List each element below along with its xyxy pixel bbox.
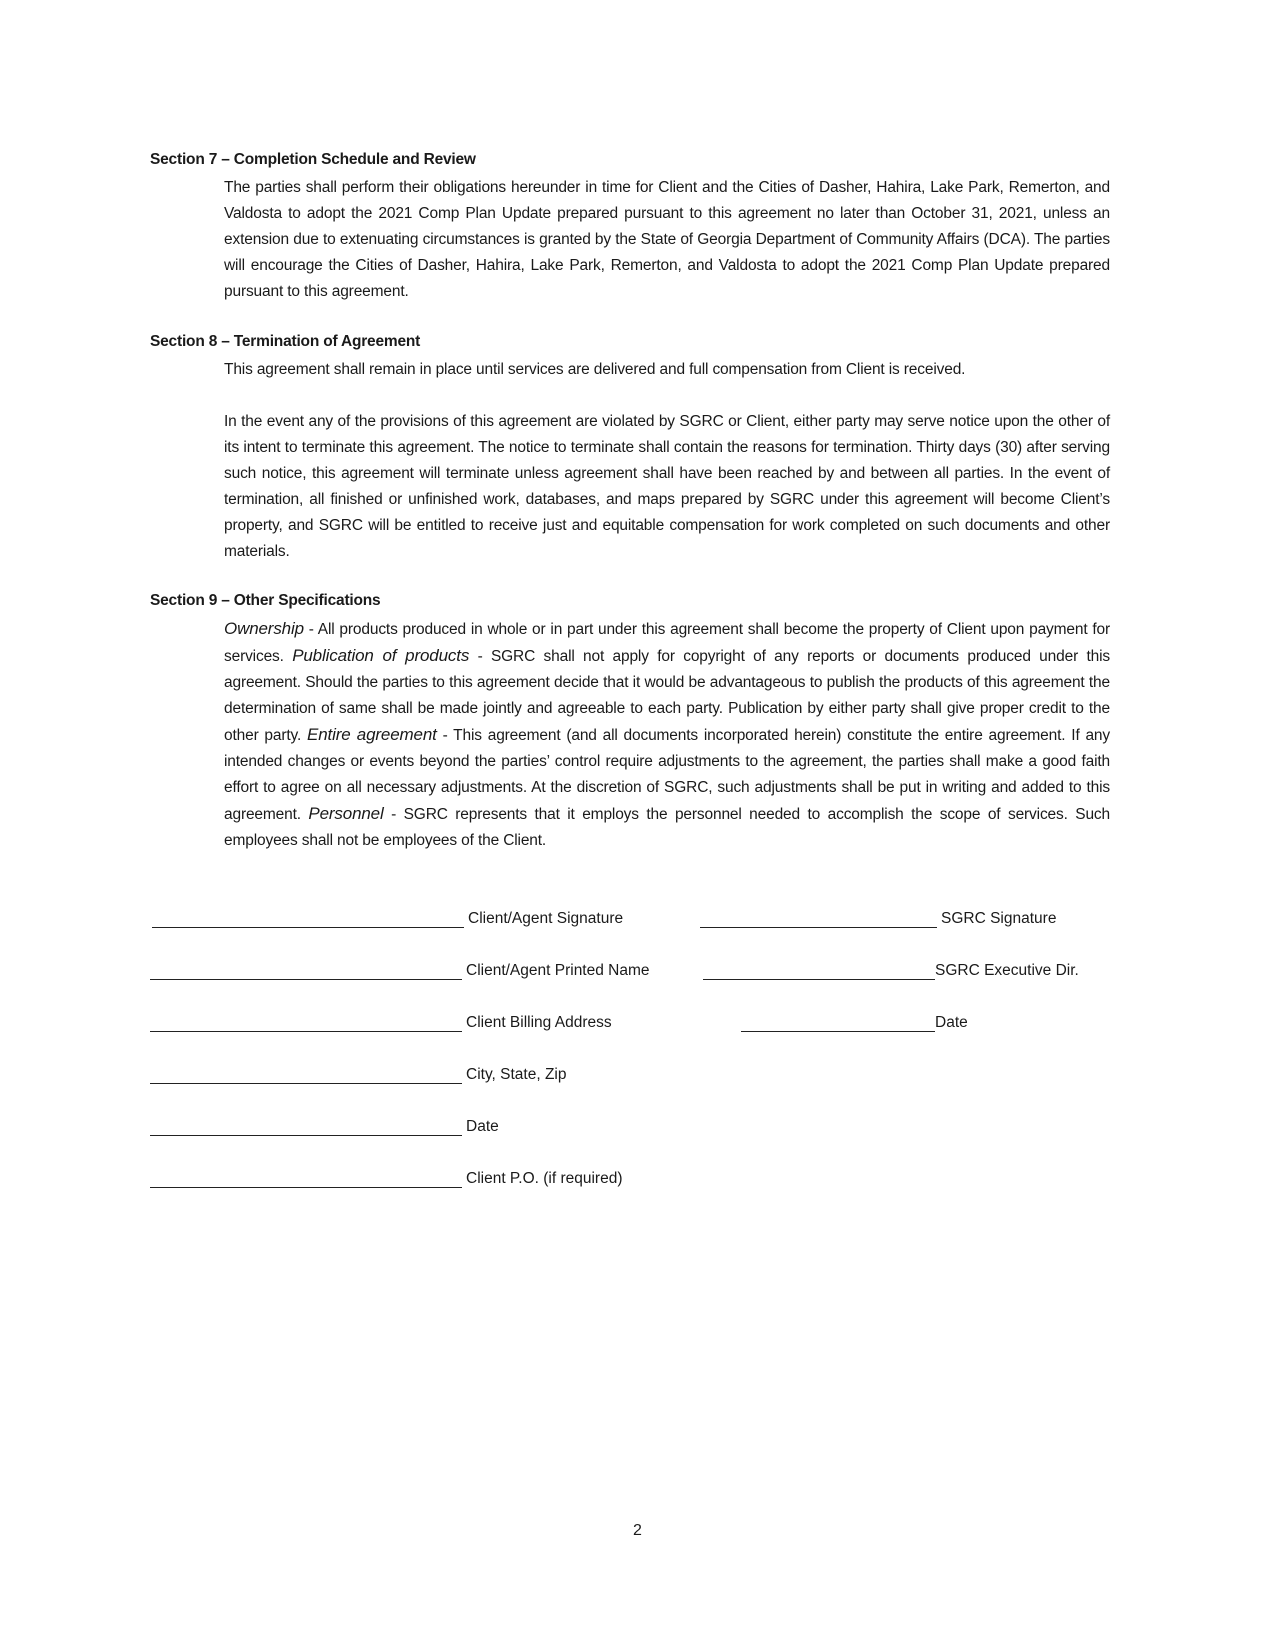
entire-agreement-term: Entire agreement — [307, 725, 437, 744]
section-8-title: Section 8 – Termination of Agreement — [150, 333, 421, 350]
client-printed-name-label: Client/Agent Printed Name — [466, 962, 650, 979]
section-7-title: Section 7 – Completion Schedule and Review — [150, 151, 476, 168]
ownership-text: - All products produced in whole or in part under this agreement shall become the property of Client upon payment for services. — [224, 621, 1110, 665]
signature-line[interactable] — [150, 1013, 462, 1032]
signature-line[interactable] — [150, 1065, 462, 1084]
signature-line[interactable] — [150, 1169, 462, 1188]
section-8-paragraph-2: In the event any of the provisions of this agreement are violated by SGRC or Client, either party may serve notice upon the other of its intent to terminate this agreement. The notice to terminate shall contain the reasons for termination. Thirty days (30) after serving such notice, this agreement will terminate unless agreement shall have been reached by and between all parties. In the event of termination, all finished or unfinished work, databases, and maps prepared by SGRC under this agreement will become Client’s property, and SGRC will be entitled to receive just and equitable compensation for work completed on such documents and other materials. — [224, 413, 1110, 560]
client-date-field[interactable] — [150, 1117, 499, 1136]
section-8-paragraph-1: This agreement shall remain in place until services are delivered and full compensation from Client is received. — [224, 361, 966, 378]
page-number: 2 — [633, 1522, 642, 1539]
client-signature-label: Client/Agent Signature — [468, 910, 624, 927]
publication-term: Publication of products — [292, 646, 470, 665]
signature-line[interactable] — [150, 1117, 462, 1136]
section-7-paragraph: The parties shall perform their obligations hereunder in time for Client and the Cities of Dasher, Hahira, Lake Park, Remerton, and Valdosta to adopt the 2021 Comp Plan Update prepared pursuant to this agreement no later than October 31, 2021, unless an extension due to extenuating circumstances is granted by the State of Georgia Department of Community Affairs (DCA). The parties will encourage the Cities of Dasher, Hahira, Lake Park, Remerton, and Valdosta to adopt the 2021 Comp Plan Update prepared pursuant to this agreement. — [224, 179, 1110, 300]
section-9 — [150, 592, 1110, 854]
client-printed-name-field[interactable] — [150, 961, 650, 980]
sgrc-executive-director-label: SGRC Executive Dir. — [935, 962, 1079, 979]
section-9-title: Section 9 – Other Specifications — [150, 592, 381, 609]
client-billing-address-label: Client Billing Address — [466, 1014, 612, 1031]
personnel-text: - SGRC represents that it employs the personnel needed to accomplish the scope of services. Such employees shall not be employees of the Client. — [224, 806, 1110, 849]
signature-line[interactable] — [700, 909, 937, 928]
city-state-zip-field[interactable] — [150, 1065, 567, 1084]
client-billing-address-field[interactable] — [150, 1013, 612, 1032]
signature-line[interactable] — [741, 1013, 935, 1032]
publication-text: - SGRC shall not apply for copyright of any reports or documents produced under this agreement. Should the parties to this agreement decide that it would be advantageous to publish the products of this agreement the determination of same shall be made jointly and agreeable to each party. Publication by either party shall give proper credit to the other party. — [224, 648, 1110, 744]
signature-line[interactable] — [703, 961, 935, 980]
client-po-field[interactable] — [150, 1169, 623, 1188]
entire-agreement-text: - This agreement (and all documents incorporated herein) constitute the entire agreement. If any intended changes or events beyond the parties’ control require adjustments to the agreement, the parties shall make a good faith effort to agree on all necessary adjustments. At the discretion of SGRC, such adjustments shall be put in writing and added to this agreement. — [224, 727, 1110, 823]
sgrc-executive-director-field[interactable] — [703, 961, 1079, 980]
sgrc-date-label: Date — [935, 1014, 968, 1031]
ownership-term: Ownership — [224, 619, 304, 638]
personnel-term: Personnel — [308, 804, 384, 823]
client-po-label: Client P.O. (if required) — [466, 1170, 623, 1187]
section-9-paragraph — [224, 616, 1110, 854]
section-7 — [150, 151, 1110, 305]
sgrc-date-field[interactable] — [741, 1013, 968, 1032]
city-state-zip-label: City, State, Zip — [466, 1066, 567, 1083]
client-signature-field[interactable] — [152, 909, 623, 928]
sgrc-signature-label: SGRC Signature — [941, 910, 1057, 927]
section-8 — [150, 333, 1110, 565]
signature-line[interactable] — [152, 909, 464, 928]
signature-line[interactable] — [150, 961, 462, 980]
sgrc-signature-field[interactable] — [700, 909, 1056, 928]
client-date-label: Date — [466, 1118, 499, 1135]
